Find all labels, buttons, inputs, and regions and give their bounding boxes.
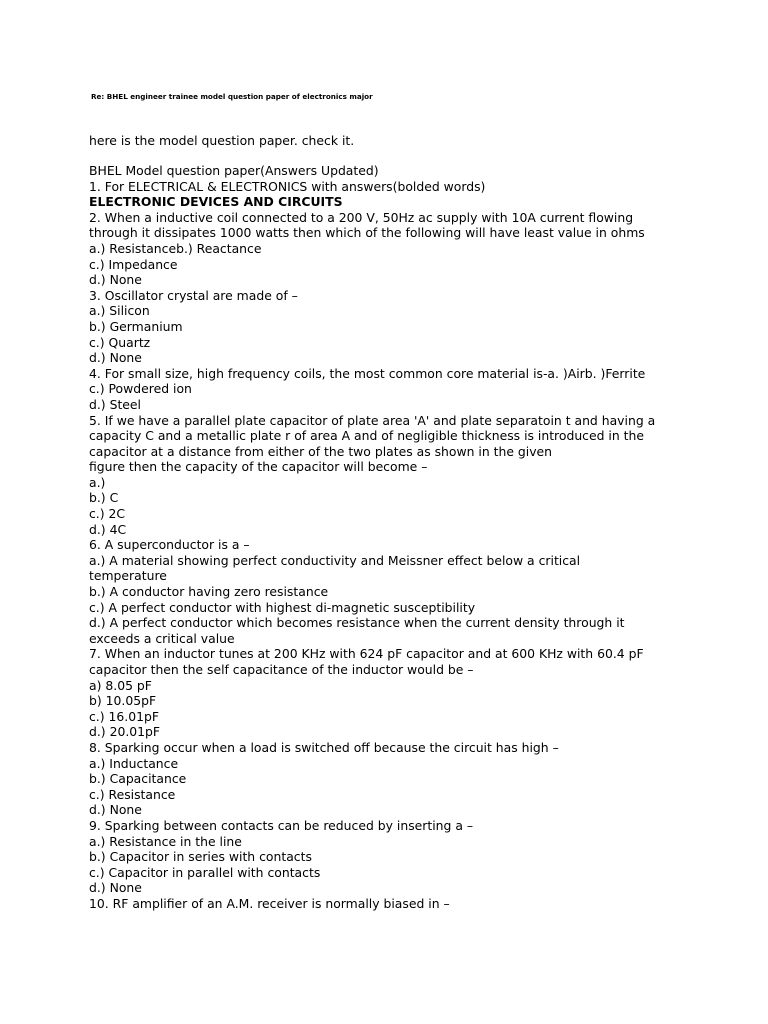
text-line: b) 10.05pF xyxy=(89,693,157,709)
document-body xyxy=(89,163,689,912)
intro-text: here is the model question paper. check it. xyxy=(89,133,355,148)
text-line: d.) None xyxy=(89,350,142,366)
text-line: c.) Impedance xyxy=(89,256,178,272)
text-line: a.) Resistanceb.) Reactance xyxy=(89,240,262,256)
text-line: d.) 20.01pF xyxy=(89,724,161,740)
text-line: d.) None xyxy=(89,272,142,288)
text-line: 3. Oscillator crystal are made of – xyxy=(89,287,298,303)
text-line: 6. A superconductor is a – xyxy=(89,537,250,553)
text-line: d.) A perfect conductor which becomes resistance when the current density through it xyxy=(89,615,625,631)
text-line: d.) 4C xyxy=(89,521,127,537)
text-line: b.) A conductor having zero resistance xyxy=(89,584,329,600)
text-line: BHEL Model question paper(Answers Updated) xyxy=(89,163,379,178)
text-line: a.) Resistance in the line xyxy=(89,833,242,849)
text-line: capacitor at a distance from either of the two plates as shown in the given xyxy=(89,443,553,459)
text-line: c.) 2C xyxy=(89,506,126,522)
section-heading: ELECTRONIC DEVICES AND CIRCUITS xyxy=(89,194,343,210)
text-line: a) 8.05 pF xyxy=(89,677,152,693)
text-line: b.) C xyxy=(89,490,119,506)
text-line: a.) xyxy=(89,474,106,490)
text-line: 7. When an inductor tunes at 200 KHz with 624 pF capacitor and at 600 KHz with 60.4 pF xyxy=(89,646,644,662)
text-line: c.) Powdered ion xyxy=(89,381,192,397)
text-line: d.) None xyxy=(89,880,142,896)
text-line: capacitor then the self capacitance of the inductor would be – xyxy=(89,662,474,677)
text-line: c.) Capacitor in parallel with contacts xyxy=(89,864,321,880)
text-line: a.) Inductance xyxy=(89,755,179,771)
text-line: through it dissipates 1000 watts then which of the following will have least value in ohms xyxy=(89,225,645,241)
text-line: b.) Capacitance xyxy=(89,771,187,787)
text-line: temperature xyxy=(89,568,167,584)
text-line: d.) Steel xyxy=(89,396,141,412)
text-line: 9. Sparking between contacts can be reduced by inserting a – xyxy=(89,817,474,833)
text-line: d.) None xyxy=(89,802,142,818)
text-line: 10. RF amplifier of an A.M. receiver is normally biased in – xyxy=(89,895,450,911)
text-line: c.) Resistance xyxy=(89,786,176,802)
page-title: Re: BHEL engineer trainee model question paper of electronics major xyxy=(91,92,373,101)
text-line: a.) A material showing perfect conductivity and Meissner effect below a critical xyxy=(89,552,581,568)
text-line: c.) 16.01pF xyxy=(89,708,159,724)
text-line: exceeds a critical value xyxy=(89,630,235,646)
text-line: c.) A perfect conductor with highest di-magnetic susceptibility xyxy=(89,599,476,615)
text-line: c.) Quartz xyxy=(89,334,151,350)
text-line: 5. If we have a parallel plate capacitor of plate area 'A' and plate separatoin t and having a xyxy=(89,412,656,428)
text-line: 1. For ELECTRICAL & ELECTRONICS with answers(bolded words) xyxy=(89,178,486,194)
text-line: 4. For small size, high frequency coils, the most common core material is-a. )Airb. )Ferrite xyxy=(89,365,646,381)
text-line: 8. Sparking occur when a load is switched off because the circuit has high – xyxy=(89,739,559,755)
text-line: capacity C and a metallic plate r of area A and of negligible thickness is introduced in the xyxy=(89,428,644,444)
text-line: figure then the capacity of the capacitor will become – xyxy=(89,459,428,475)
text-line: b.) Germanium xyxy=(89,318,183,334)
text-line: a.) Silicon xyxy=(89,303,150,319)
text-line: b.) Capacitor in series with contacts xyxy=(89,849,312,865)
text-line: 2. When a inductive coil connected to a 200 V, 50Hz ac supply with 10A current flowing xyxy=(89,209,634,225)
